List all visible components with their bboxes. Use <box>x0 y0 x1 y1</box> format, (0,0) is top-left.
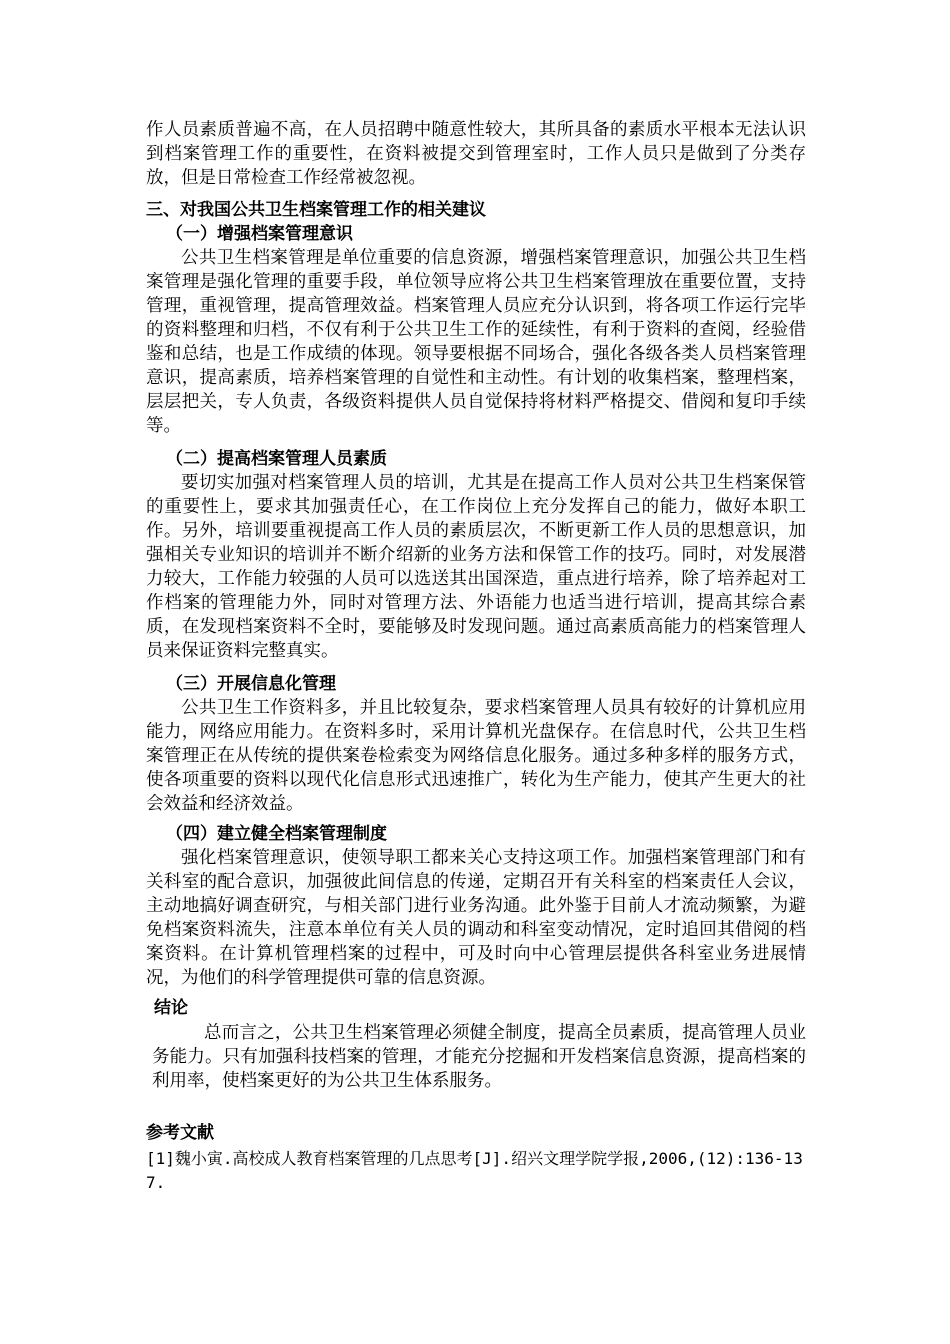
subheading-4: （四）建立健全档案管理制度 <box>166 824 387 844</box>
body-paragraph-system: 强化档案管理意识，使领导职工都来关心支持这项工作。加强档案管理部门和有关科室的配合意识，加强彼此间信息的传递，定期召开有关科室的档案责任人会议，主动地搞好调查研究，与相关部门进行业务沟通。此外鉴于目前人才流动频繁，为避免档案资料流失，注意本单位有关人员的调动和科室变动情况，定时追回其借阅的档案资料。在计算机管理档案的过程中，可及时向中心管理层提供各科室业务进展情况，为他们的科学管理提供可靠的信息资源。 <box>146 848 806 988</box>
body-paragraph-informatization: 公共卫生工作资料多，并且比较复杂，要求档案管理人员具有较好的计算机应用能力，网络应用能力。在资料多时，采用计算机光盘保存。在信息时代，公共卫生档案管理正在从传统的提供案卷检索变为网络信息化服务。通过多种多样的服务方式，使各项重要的资料以现代化信息形式迅速推广，转化为生产能力，使其产生更大的社会效益和经济效益。 <box>146 698 806 814</box>
body-paragraph-staff: 要切实加强对档案管理人员的培训，尤其是在提高工作人员对公共卫生档案保管的重要性上，要求其加强责任心，在工作岗位上充分发挥自己的能力，做好本职工作。另外，培训要重视提高工作人员的素质层次，不断更新工作人员的思想意识，加强相关专业知识的培训并不断介绍新的业务方法和保管工作的技巧。同时，对发展潜力较大，工作能力较强的人员可以选送其出国深造，重点进行培养，除了培养起对工作档案的管理能力外，同时对管理方法、外语能力也适当进行培训，提高其综合素质，在发现档案资料不全时，要能够及时发现问题。通过高素质高能力的档案管理人员来保证资料完整真实。 <box>146 473 806 661</box>
section-heading-3: 三、对我国公共卫生档案管理工作的相关建议 <box>146 200 486 220</box>
conclusion-heading: 结论 <box>154 998 188 1018</box>
body-paragraph-awareness: 公共卫生档案管理是单位重要的信息资源，增强档案管理意识，加强公共卫生档案管理是强化管理的重要手段，单位领导应将公共卫生档案管理放在重要位置，支持管理，重视管理，提高管理效益。档案管理人员应充分认识到，将各项工作运行完毕的资料整理和归档，不仅有利于公共卫生工作的延续性，有利于资料的查阅，经验借鉴和总结，也是工作成绩的体现。领导要根据不同场合，强化各级各类人员档案管理意识，提高素质，培养档案管理的自觉性和主动性。有计划的收集档案，整理档案，层层把关，专人负责，各级资料提供人员自觉保持将材料严格提交、借阅和复印手续等。 <box>146 248 806 436</box>
subheading-3: （三）开展信息化管理 <box>166 674 336 694</box>
references-heading: 参考文献 <box>146 1123 214 1143</box>
subheading-1: （一）增强档案管理意识 <box>166 224 353 244</box>
subheading-2: （二）提高档案管理人员素质 <box>166 449 387 469</box>
conclusion-paragraph: 总而言之，公共卫生档案管理必须健全制度，提高全员素质，提高管理人员业务能力。只有加强科技档案的管理，才能充分挖掘和开发档案信息资源，提高档案的利用率，使档案更好的为公共卫生体系服务。 <box>152 1023 806 1091</box>
body-paragraph-continued: 作人员素质普遍不高，在人员招聘中随意性较大，其所具备的素质水平根本无法认识到档案管理工作的重要性，在资料被提交到管理室时，工作人员只是做到了分类存放，但是日常检查工作经常被忽视。 <box>146 120 806 188</box>
reference-item: [1]魏小寅.高校成人教育档案管理的几点思考[J].绍兴文理学院学报,2006,(12):136-137. <box>146 1149 803 1192</box>
